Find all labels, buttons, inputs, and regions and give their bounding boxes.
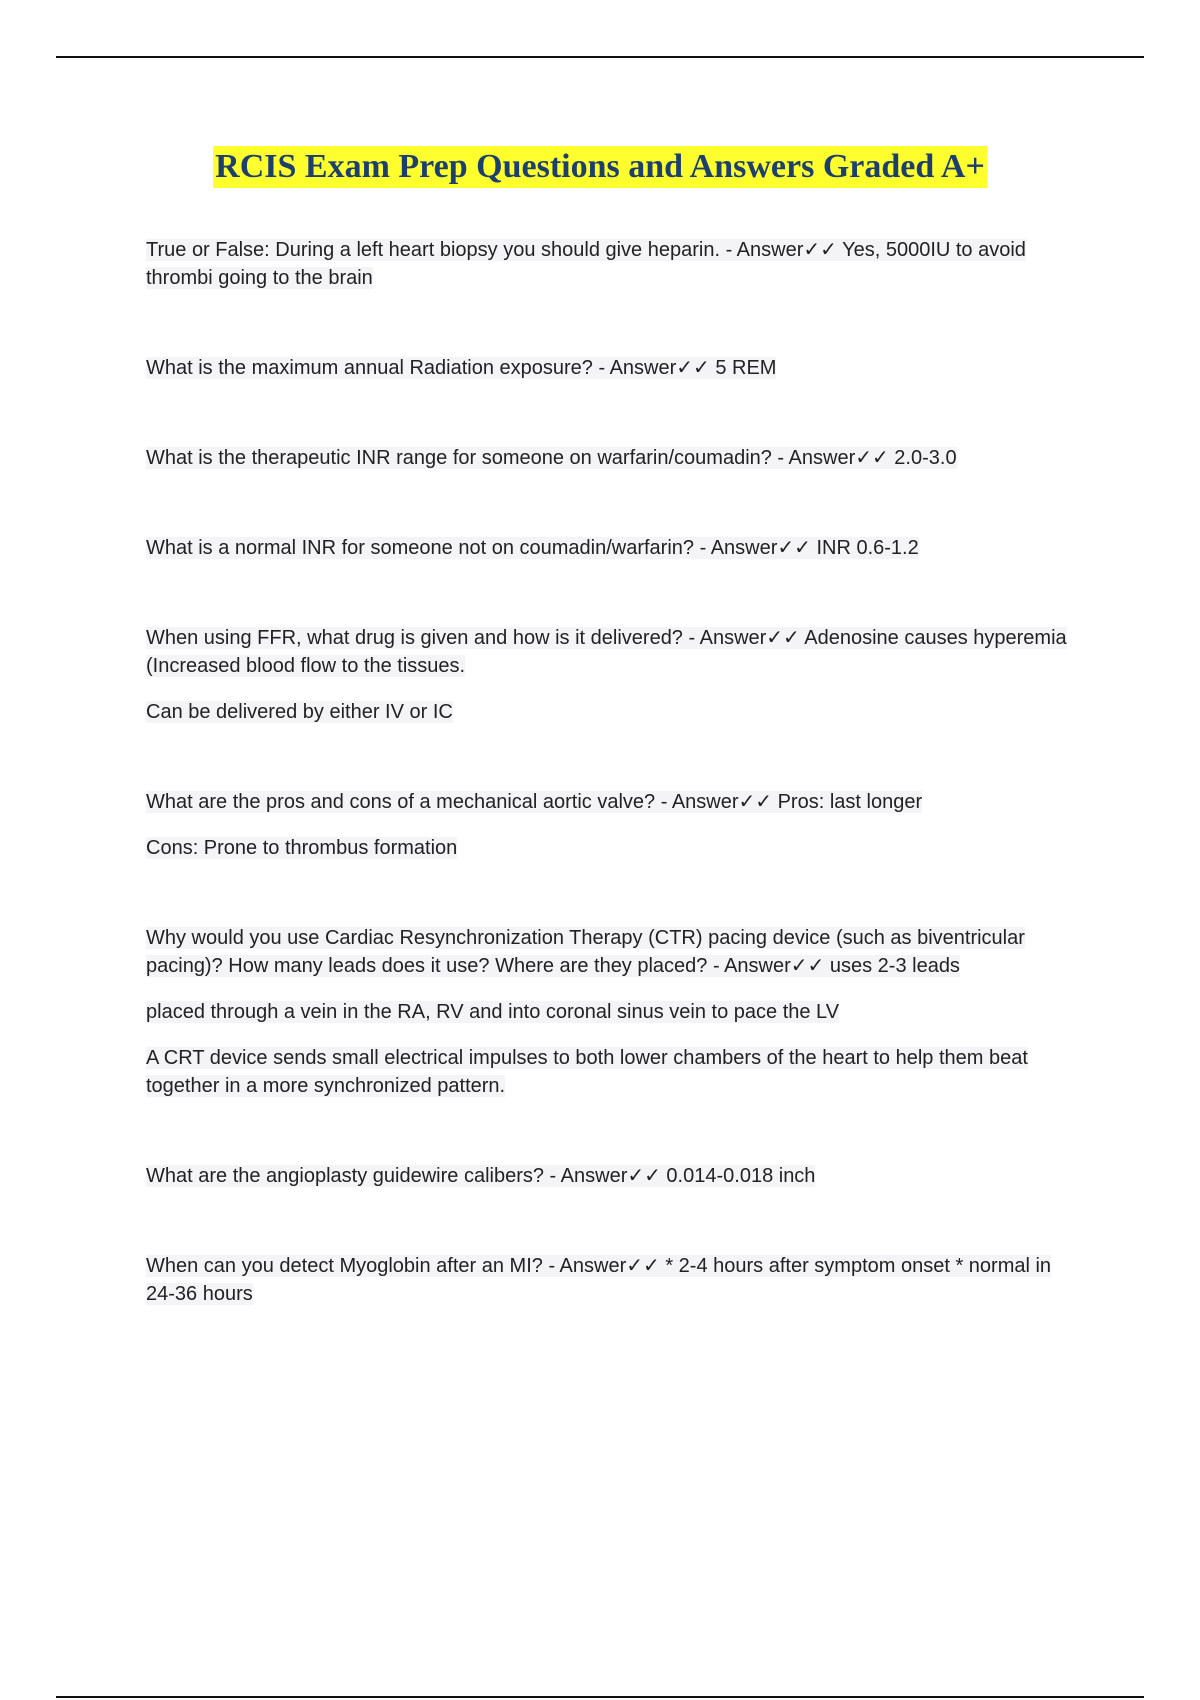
qa-entry [146,236,1081,292]
qa-paragraph [146,924,1081,980]
qa-entry [146,788,1081,862]
qa-paragraph [146,534,1081,562]
qa-list [146,236,1081,1370]
qa-text: True or False: During a left heart biopsy you should give heparin. - Answer✓✓ Yes, 5000IU to avoid thrombi going to the brain [146,239,1026,289]
qa-entry [146,1252,1081,1308]
qa-text: What is the therapeutic INR range for someone on warfarin/coumadin? - Answer✓✓ 2.0-3.0 [146,447,957,469]
qa-paragraph [146,624,1081,680]
qa-text: A CRT device sends small electrical impulses to both lower chambers of the heart to help them beat together in a more synchronized pattern. [146,1047,1028,1097]
qa-paragraph [146,834,1081,862]
qa-paragraph [146,998,1081,1026]
qa-text: What are the pros and cons of a mechanical aortic valve? - Answer✓✓ Pros: last longer [146,791,923,813]
footer-rule [56,1696,1144,1698]
qa-text: Why would you use Cardiac Resynchronization Therapy (CTR) pacing device (such as biventricular pacing)? How many leads does it use? Where are they placed? - Answer✓✓ uses 2-3 leads [146,927,1025,977]
qa-text: When using FFR, what drug is given and how is it delivered? - Answer✓✓ Adenosine causes hyperemia (Increased blood flow to the tissues. [146,627,1067,677]
qa-text: placed through a vein in the RA, RV and into coronal sinus vein to pace the LV [146,1001,840,1023]
header-rule [56,56,1144,58]
qa-entry [146,1162,1081,1190]
qa-paragraph [146,354,1081,382]
qa-paragraph [146,236,1081,292]
qa-text: Cons: Prone to thrombus formation [146,837,458,859]
qa-text: When can you detect Myoglobin after an MI? - Answer✓✓ * 2-4 hours after symptom onset * normal in 24-36 hours [146,1255,1052,1305]
qa-paragraph [146,788,1081,816]
qa-text: What are the angioplasty guidewire calibers? - Answer✓✓ 0.014-0.018 inch [146,1165,816,1187]
qa-paragraph [146,698,1081,726]
qa-entry [146,624,1081,726]
qa-entry [146,924,1081,1100]
qa-paragraph [146,1252,1081,1308]
qa-paragraph [146,1162,1081,1190]
title-container [0,146,1200,188]
qa-text: Can be delivered by either IV or IC [146,701,453,723]
qa-entry [146,534,1081,562]
qa-entry [146,444,1081,472]
page-title: RCIS Exam Prep Questions and Answers Graded A+ [213,146,987,188]
qa-paragraph [146,444,1081,472]
qa-text: What is a normal INR for someone not on coumadin/warfarin? - Answer✓✓ INR 0.6-1.2 [146,537,919,559]
qa-text: What is the maximum annual Radiation exposure? - Answer✓✓ 5 REM [146,357,777,379]
qa-entry [146,354,1081,382]
qa-paragraph [146,1044,1081,1100]
